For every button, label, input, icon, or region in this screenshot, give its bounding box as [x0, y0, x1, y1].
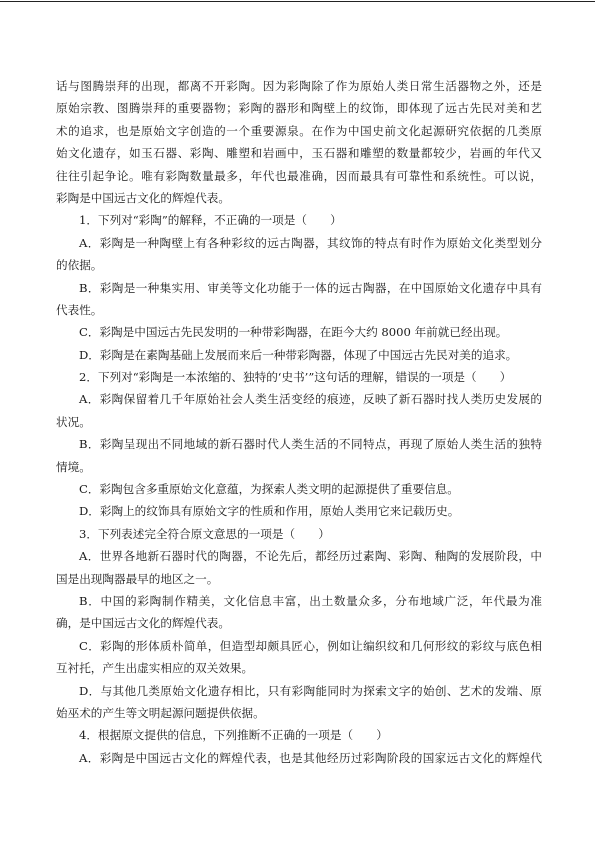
passage-line: 彩陶是中国远古文化的辉煌代表。	[56, 190, 230, 205]
question-4	[56, 724, 542, 769]
option-line: 确，是中国远古文化的辉煌代表。	[56, 616, 230, 631]
option-line: A．彩陶保留着几千年原始社会人类生活变经的痕迹，反映了新石器时找人类历史发展的	[79, 392, 542, 407]
option-line: 情境。	[56, 459, 91, 474]
option-b	[56, 277, 542, 322]
option-line: C．彩陶包含多重原始文化意蕴，为探索人类文明的起源提供了重要信息。	[79, 482, 459, 497]
passage-line: 始文化遗存，如玉石器、彩陶、雕塑和岩画中，玉石器和雕塑的数量都较少，岩画的年代又	[56, 146, 542, 161]
question-2	[56, 366, 542, 523]
option-line: A．彩陶是中国远古文化的辉煌代表，也是其他经历过彩陶阶段的国家远古文化的辉煌代	[79, 750, 542, 765]
passage-line: 往往引起争论。唯有彩陶数量最多，年代也最准确，因而最具有可靠性和系统性。可以说，	[56, 168, 542, 183]
option-line: 的依据。	[56, 258, 103, 273]
question-stem: 4．根据原文提供的信息，下列推断不正确的一项是（ ）	[79, 728, 388, 743]
option-line: B．彩陶呈现出不同地域的新石器时代人类生活的不同特点，再现了原始人类生活的独特	[79, 437, 542, 452]
option-line: D．与其他几类原始文化遗存相比，只有彩陶能同时为探索文字的始创、艺术的发端、原	[79, 683, 542, 698]
passage-paragraph	[56, 75, 542, 209]
option-line: C．彩陶是中国远古先民发明的一种带彩陶器，在距今大约 8000 年前就已经出现。	[79, 325, 508, 340]
passage-line: 话与图腾崇拜的出现，都离不开彩陶。因为彩陶除了作为原始人类日常生活器物之外，还是	[56, 79, 542, 93]
option-b	[56, 590, 542, 635]
option-d	[56, 344, 542, 366]
option-a	[56, 232, 542, 277]
question-stem: 3．下列表述完全符合原文意思的一项是（ ）	[79, 526, 330, 541]
option-line: A．彩陶是一种陶壁上有各种彩纹的远古陶器，其纹饰的特点有时作为原始文化类型划分	[79, 235, 542, 250]
option-c	[56, 321, 542, 343]
option-line: D．彩陶是在素陶基础上发展而来后一种带彩陶器，体现了中国远古先民对美的追求。	[79, 347, 518, 362]
question-1	[56, 209, 542, 366]
option-line: 始巫术的产生等文明起源问题提供依据。	[56, 705, 265, 720]
option-c	[56, 635, 542, 680]
top-rule	[0, 1, 595, 2]
option-line: C．彩陶的形体质朴简单，但造型却颇具匠心，例如让编织纹和几何形纹的彩纹与底色相	[79, 638, 542, 653]
option-line: 状况。	[56, 414, 91, 429]
option-d	[56, 680, 542, 725]
option-a	[56, 388, 542, 433]
document-body	[56, 75, 542, 769]
passage-line: 原始宗教、图腾崇拜的重要器物；彩陶的器形和陶壁上的纹饰，即体现了远古先民对美和艺	[56, 101, 542, 116]
option-c	[56, 478, 542, 500]
option-a	[56, 747, 542, 769]
option-line: B．中国的彩陶制作精美，文化信息丰富，出土数量众多，分布地域广泛，年代最为准	[79, 593, 542, 608]
question-stem: 2．下列对“彩陶是一本浓缩的、独特的‘史书’”这句话的理解，错误的一项是（ ）	[79, 370, 512, 385]
question-stem: 1．下列对“彩陶”的解释，不正确的一项是（ ）	[79, 213, 342, 228]
option-line: 国是出现陶器最早的地区之一。	[56, 571, 219, 586]
option-line: 互衬托，产生出虚实相应的双关效果。	[56, 661, 254, 676]
question-3	[56, 523, 542, 725]
option-b	[56, 433, 542, 478]
option-line: A．世界各地新石器时代的陶器，不论先后，都经历过素陶、彩陶、釉陶的发展阶段，中	[79, 549, 542, 564]
option-a	[56, 545, 542, 590]
option-line: D．彩陶上的纹饰具有原始文字的性质和作用，原始人类用它来记载历史。	[79, 504, 460, 519]
passage-line: 术的追求，也是原始文字创造的一个重要源泉。在作为中国史前文化起源研究依据的几类原	[56, 123, 542, 138]
option-line: B．彩陶是一种集实用、审美等文化功能于一体的远古陶器，在中国原始文化遗存中具有	[79, 280, 542, 295]
option-d	[56, 500, 542, 522]
option-line: 代表性。	[56, 302, 103, 317]
